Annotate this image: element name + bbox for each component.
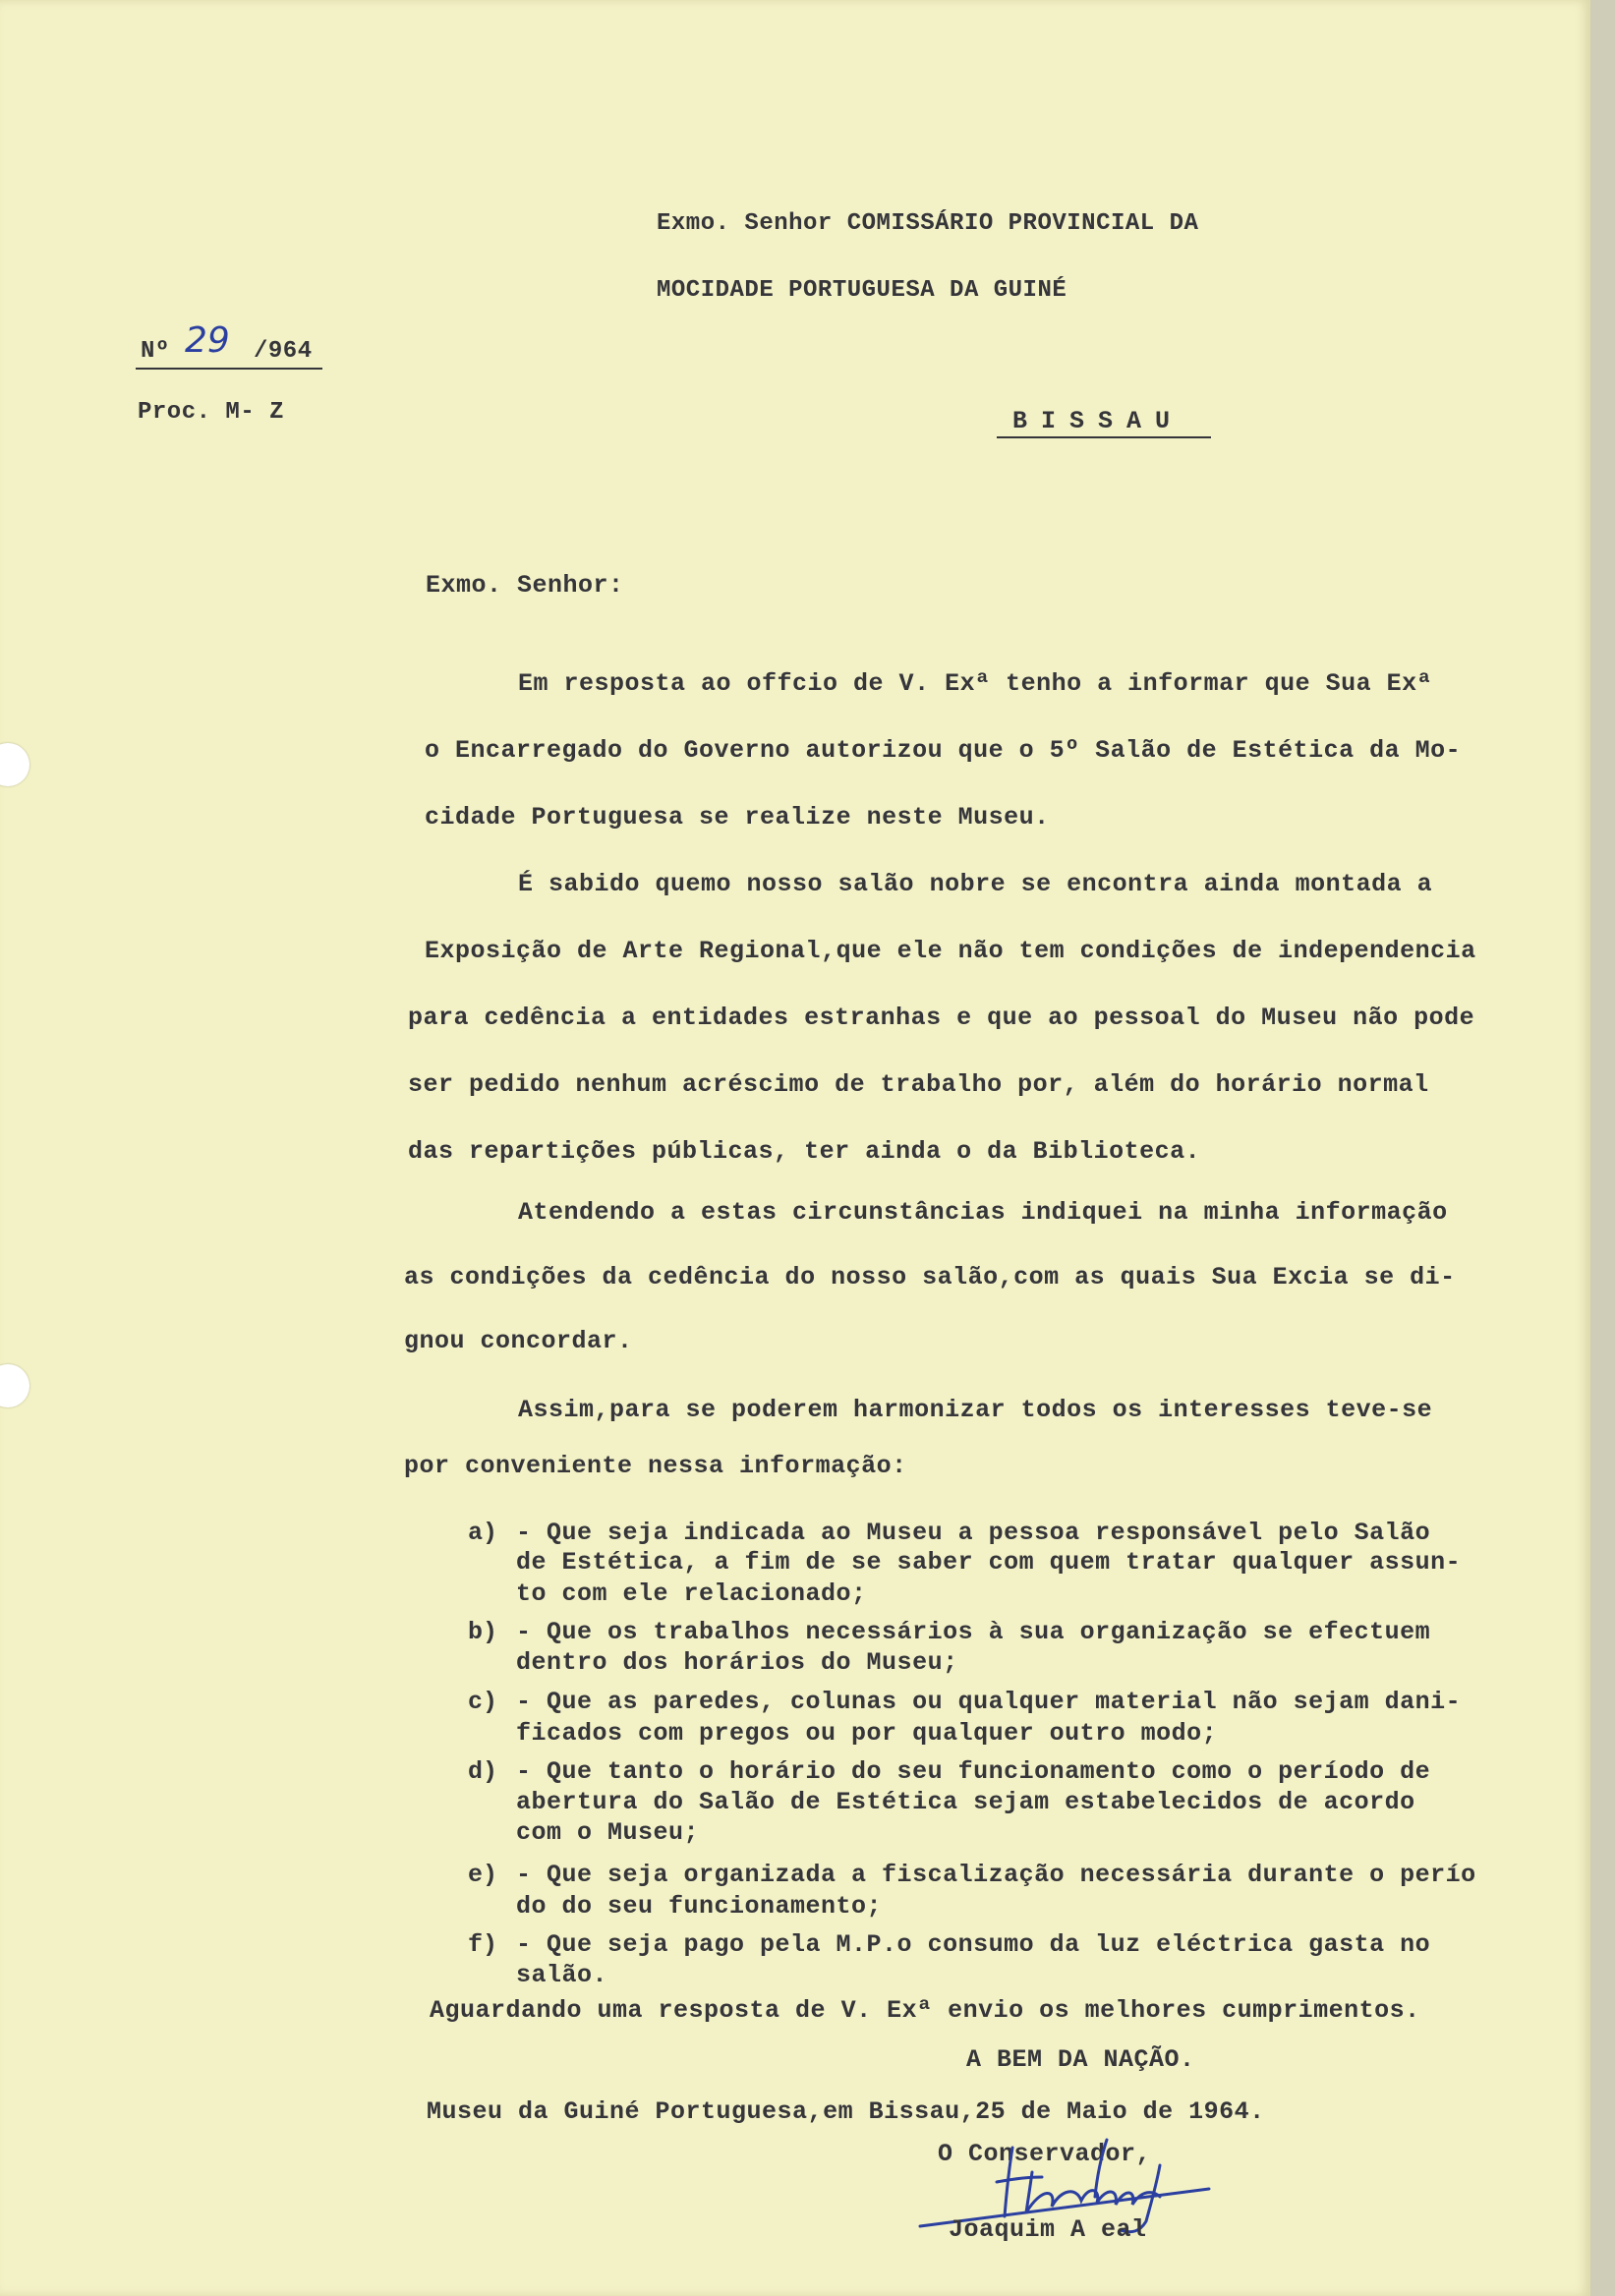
paragraph-3-line: Atendendo a estas circunstâncias indiquei na minha informação — [518, 1198, 1448, 1227]
condition-label: f) — [468, 1930, 498, 1959]
condition-line: do do seu funcionamento; — [516, 1892, 883, 1921]
condition-label: c) — [468, 1688, 498, 1716]
paragraph-2-line: Exposição de Arte Regional,que ele não tem condições de independencia — [425, 937, 1476, 965]
condition-label: d) — [468, 1757, 498, 1786]
condition-line: com o Museu; — [516, 1818, 700, 1847]
city: BISSAU — [1012, 407, 1184, 435]
condition-line: dentro dos horários do Museu; — [516, 1648, 958, 1677]
punch-hole — [0, 743, 29, 786]
condition-label: a) — [468, 1519, 498, 1547]
condition-line: - Que seja organizada a fiscalização necessária durante o perío — [516, 1861, 1476, 1889]
closing-line: Aguardando uma resposta de V. Exª envio os melhores cumprimentos. — [430, 1996, 1420, 2025]
place-date: Museu da Guiné Portuguesa,em Bissau,25 de Maio de 1964. — [427, 2097, 1265, 2126]
paragraph-4-line: Assim,para se poderem harmonizar todos os interesses teve-se — [518, 1396, 1433, 1424]
reference-number: 29 — [185, 320, 230, 361]
condition-line: - Que seja indicada ao Museu a pessoa responsável pelo Salão — [516, 1519, 1431, 1547]
condition-line: salão. — [516, 1961, 608, 1989]
condition-line: - Que seja pago pela M.P.o consumo da luz eléctrica gasta no — [516, 1930, 1431, 1959]
condition-line: ficados com pregos ou por qualquer outro modo; — [516, 1719, 1218, 1748]
punch-hole — [0, 1364, 29, 1407]
motto: A BEM DA NAÇÃO. — [966, 2045, 1195, 2074]
reference-underline — [136, 368, 322, 370]
reference-year: /964 — [254, 338, 313, 365]
paragraph-4-line: por conveniente nessa informação: — [404, 1452, 907, 1480]
reference-prefix: Nº — [141, 338, 170, 365]
condition-label: e) — [468, 1861, 498, 1889]
condition-label: b) — [468, 1618, 498, 1646]
condition-line: de Estética, a fim de se saber com quem tratar qualquer assun- — [516, 1548, 1462, 1577]
process-code: Proc. M- Z — [138, 399, 285, 426]
paragraph-1-line: o Encarregado do Governo autorizou que o 5º Salão de Estética da Mo- — [425, 736, 1462, 765]
paragraph-2-line: ser pedido nenhum acréscimo de trabalho por, além do horário normal — [408, 1070, 1429, 1099]
condition-line: - Que as paredes, colunas ou qualquer material não sejam dani- — [516, 1688, 1462, 1716]
condition-line: - Que os trabalhos necessários à sua organização se efectuem — [516, 1618, 1431, 1646]
paragraph-2-line: É sabido quemo nosso salão nobre se encontra ainda montada a — [518, 870, 1433, 898]
signatory-title: O Conservador, — [938, 2140, 1152, 2168]
addressee-line-2: MOCIDADE PORTUGUESA DA GUINÉ — [657, 277, 1067, 304]
condition-line: - Que tanto o horário do seu funcionamento como o período de — [516, 1757, 1431, 1786]
condition-line: to com ele relacionado; — [516, 1579, 867, 1608]
salutation: Exmo. Senhor: — [426, 571, 624, 600]
addressee-line-1: Exmo. Senhor COMISSÁRIO PROVINCIAL DA — [657, 210, 1199, 237]
paragraph-2-line: das repartições públicas, ter ainda o da Biblioteca. — [408, 1137, 1201, 1166]
paragraph-1-line: cidade Portuguesa se realize neste Museu. — [425, 803, 1050, 832]
paragraph-1-line: Em resposta ao offcio de V. Exª tenho a informar que Sua Exª — [518, 669, 1433, 698]
page-edge — [1590, 0, 1615, 2296]
city-underline — [997, 436, 1211, 438]
signatory-name: Joaquim A eal — [949, 2215, 1147, 2244]
paragraph-3-line: as condições da cedência do nosso salão,com as quais Sua Excia se di- — [404, 1263, 1456, 1292]
condition-line: abertura do Salão de Estética sejam estabelecidos de acordo — [516, 1788, 1415, 1816]
paragraph-2-line: para cedência a entidades estranhas e que ao pessoal do Museu não pode — [408, 1004, 1475, 1032]
paragraph-3-line: gnou concordar. — [404, 1327, 633, 1355]
